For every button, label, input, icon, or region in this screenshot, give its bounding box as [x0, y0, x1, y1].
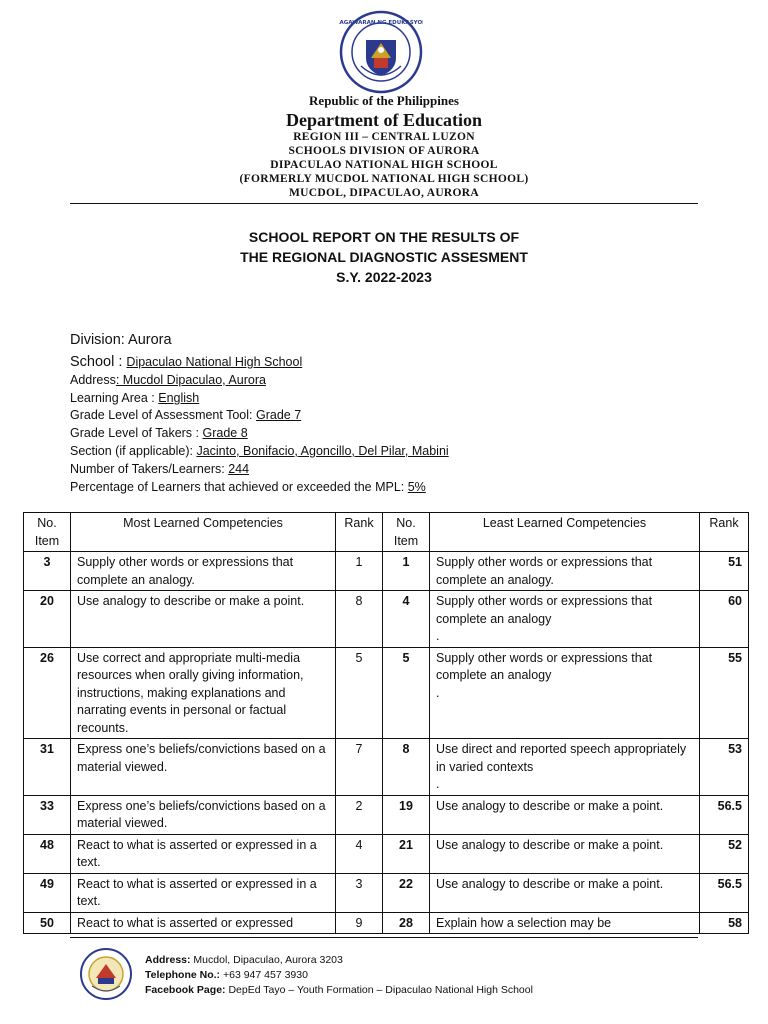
letterhead-department: Department of Education	[286, 110, 482, 130]
table-row: 48 React to what is asserted or expressed in a text. 4 21 Use analogy to describe or make a point. 52	[24, 834, 749, 873]
table-row: 33 Express one’s beliefs/convictions based on a material viewed. 2 19 Use analogy to describe or make a point. 56.5	[24, 795, 749, 834]
footer-facebook: Facebook Page: DepEd Tayo – Youth Formation – Dipaculao National High School	[145, 984, 533, 996]
svg-text:KAGAWARAN NG EDUKASYON: KAGAWARAN NG EDUKASYON	[339, 20, 423, 26]
footer-address: Address: Mucdol, Dipaculao, Aurora 3203	[145, 954, 343, 966]
report-title-line3: S.Y. 2022-2023	[336, 269, 432, 285]
division-line: Division: Aurora	[70, 332, 172, 348]
takers-line: Number of Takers/Learners: 244	[70, 462, 250, 476]
header-rank: Rank	[336, 513, 383, 552]
table-row: 50 React to what is asserted or expressed 9 28 Explain how a selection may be 58	[24, 912, 749, 934]
table-header-row	[24, 513, 749, 552]
header-rank-2: Rank	[700, 513, 749, 552]
letterhead-school: DIPACULAO NATIONAL HIGH SCHOOL	[270, 159, 498, 171]
grade-tool-line: Grade Level of Assessment Tool: Grade 7	[70, 408, 302, 422]
deped-seal-logo	[339, 10, 423, 94]
learning-area-line: Learning Area : English	[70, 391, 200, 405]
letterhead-divider	[70, 203, 698, 204]
header-item: No. Item	[24, 513, 71, 552]
letterhead-region: REGION III – CENTRAL LUZON	[293, 131, 475, 143]
school-line: School : Dipaculao National High School	[70, 354, 303, 370]
letterhead-division: SCHOOLS DIVISION OF AURORA	[288, 145, 480, 157]
address-line: Address: Mucdol Dipaculao, Aurora	[70, 373, 266, 387]
header-least-learned: Least Learned Competencies	[430, 513, 700, 552]
letterhead-formerly: (FORMERLY MUCDOL NATIONAL HIGH SCHOOL)	[239, 173, 529, 185]
table-row: 3 Supply other words or expressions that complete an analogy. 1 1 Supply other words or expressions that complete an analogy. 51	[24, 552, 749, 591]
letterhead-republic: Republic of the Philippines	[309, 93, 459, 108]
table-row: 26 Use correct and appropriate multi-media resources when orally giving information, instructions, making explanations and narrating events in personal or factual recounts. 5 5 Supply other words or expressions that complete an analogy . 55	[24, 647, 749, 739]
table-row: 20 Use analogy to describe or make a point. 8 4 Supply other words or expressions that complete an analogy . 60	[24, 591, 749, 648]
footer-divider	[70, 937, 698, 938]
grade-takers-line: Grade Level of Takers : Grade 8	[70, 426, 248, 440]
letterhead-location: MUCDOL, DIPACULAO, AURORA	[288, 187, 479, 199]
report-title-line2: THE REGIONAL DIAGNOSTIC ASSESMENT	[240, 249, 528, 265]
footer-telephone: Telephone No.: +63 947 457 3930	[145, 969, 308, 981]
header-item-2: No. Item	[383, 513, 430, 552]
table-row: 49 React to what is asserted or expressed in a text. 3 22 Use analogy to describe or make a point. 56.5	[24, 873, 749, 912]
mpl-line: Percentage of Learners that achieved or exceeded the MPL: 5%	[70, 480, 426, 494]
section-line: Section (if applicable): Jacinto, Bonifacio, Agoncillo, Del Pilar, Mabini	[70, 444, 449, 458]
competencies-table	[23, 512, 749, 934]
header-most-learned: Most Learned Competencies	[71, 513, 336, 552]
table-row: 31 Express one’s beliefs/convictions based on a material viewed. 7 8 Use direct and reported speech appropriately in varied contexts . 53	[24, 739, 749, 796]
report-title-line1: SCHOOL REPORT ON THE RESULTS OF	[248, 229, 520, 245]
school-seal-logo	[80, 948, 132, 1000]
